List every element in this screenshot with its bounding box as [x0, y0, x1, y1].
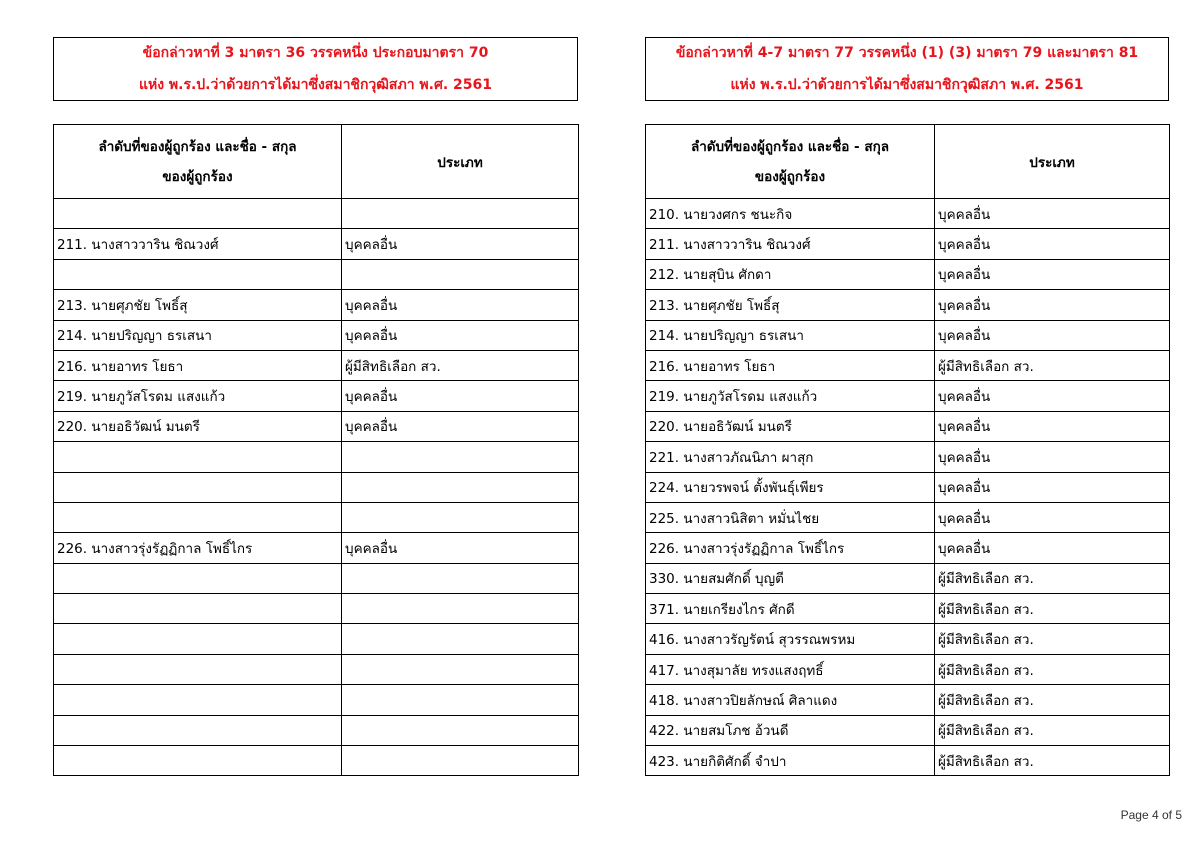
respondent-type-cell: บุคคลอื่น: [935, 259, 1170, 289]
respondent-type-cell: [342, 654, 579, 684]
table-row: [54, 594, 579, 624]
respondent-type-cell: [342, 685, 579, 715]
table-row: [646, 199, 1170, 229]
respondent-name-cell: [54, 259, 342, 289]
respondent-name-cell: 212. นายสุบิน ศักดา: [646, 259, 935, 289]
table-row: [54, 442, 579, 472]
respondent-name-cell: 416. นางสาวรัญรัตน์ สุวรรณพรหม: [646, 624, 935, 654]
respondent-name-cell: 220. นายอธิวัฒน์ มนตรี: [54, 411, 342, 441]
table-row: [54, 563, 579, 593]
respondent-type-cell: ผู้มีสิทธิเลือก สว.: [935, 654, 1170, 684]
right-header-line1: ข้อกล่าวหาที่ 4-7 มาตรา 77 วรรคหนึ่ง (1) (3) มาตรา 79 และมาตรา 81: [675, 45, 1139, 61]
respondent-type-cell: ผู้มีสิทธิเลือก สว.: [935, 563, 1170, 593]
respondent-type-cell: บุคคลอื่น: [935, 381, 1170, 411]
respondent-type-cell: บุคคลอื่น: [935, 442, 1170, 472]
respondent-name-cell: 371. นายเกรียงไกร ศักดี: [646, 594, 935, 624]
table-row: [646, 746, 1170, 776]
table-row: [646, 411, 1170, 441]
name-column-header: [646, 125, 935, 199]
respondent-name-cell: 211. นางสาววาริน ชิณวงศ์: [646, 229, 935, 259]
respondent-name-cell: 423. นายกิติศักดิ์ จำปา: [646, 746, 935, 776]
right-respondent-table: [645, 124, 1170, 776]
respondent-name-cell: 224. นายวรพจน์ ตั้งพันธุ์เพียร: [646, 472, 935, 502]
table-row: [54, 715, 579, 745]
respondent-name-cell: [54, 685, 342, 715]
left-header-line1: ข้อกล่าวหาที่ 3 มาตรา 36 วรรคหนึ่ง ประกอบมาตรา 70: [142, 45, 489, 61]
respondent-type-cell: บุคคลอื่น: [935, 502, 1170, 532]
name-header-line1: ลำดับที่ของผู้ถูกร้อง และชื่อ - สกุล: [98, 138, 297, 155]
respondent-name-cell: 226. นางสาวรุ่งรัฏฏิกาล โพธิ์ไกร: [646, 533, 935, 563]
table-row: [54, 350, 579, 380]
respondent-name-cell: 225. นางสาวนิสิตา หมั่นไชย: [646, 502, 935, 532]
left-header-line2: แห่ง พ.ร.ป.ว่าด้วยการได้มาซึ่งสมาชิกวุฒิสภา พ.ศ. 2561: [138, 77, 493, 93]
respondent-type-cell: บุคคลอื่น: [342, 411, 579, 441]
respondent-type-cell: ผู้มีสิทธิเลือก สว.: [935, 685, 1170, 715]
table-row: [54, 290, 579, 320]
respondent-type-cell: บุคคลอื่น: [342, 533, 579, 563]
right-header-line2: แห่ง พ.ร.ป.ว่าด้วยการได้มาซึ่งสมาชิกวุฒิสภา พ.ศ. 2561: [730, 77, 1084, 93]
respondent-name-cell: [54, 502, 342, 532]
respondent-type-cell: บุคคลอื่น: [935, 472, 1170, 502]
respondent-name-cell: 211. นางสาววาริน ชิณวงศ์: [54, 229, 342, 259]
respondent-name-cell: 213. นายศุภชัย โพธิ์สุ: [646, 290, 935, 320]
table-header-row: [54, 125, 579, 199]
respondent-name-cell: 210. นายวงศกร ชนะกิจ: [646, 199, 935, 229]
respondent-name-cell: 216. นายอาทร โยธา: [646, 350, 935, 380]
type-column-header: ประเภท: [342, 125, 579, 199]
respondent-type-cell: บุคคลอื่น: [935, 320, 1170, 350]
respondent-type-cell: ผู้มีสิทธิเลือก สว.: [935, 624, 1170, 654]
table-row: [54, 502, 579, 532]
type-column-header: ประเภท: [935, 125, 1170, 199]
respondent-type-cell: บุคคลอื่น: [935, 229, 1170, 259]
table-row: [646, 442, 1170, 472]
table-row: [646, 290, 1170, 320]
respondent-name-cell: [54, 624, 342, 654]
respondent-type-cell: บุคคลอื่น: [342, 381, 579, 411]
name-header-line1: ลำดับที่ของผู้ถูกร้อง และชื่อ - สกุล: [690, 138, 890, 155]
respondent-type-cell: บุคคลอื่น: [342, 290, 579, 320]
table-row: [646, 350, 1170, 380]
table-row: [646, 715, 1170, 745]
respondent-name-cell: 213. นายศุภชัย โพธิ์สุ: [54, 290, 342, 320]
table-row: [54, 472, 579, 502]
respondent-name-cell: 214. นายปริญญา ธรเสนา: [54, 320, 342, 350]
respondent-name-cell: 422. นายสมโภช อ้วนดี: [646, 715, 935, 745]
respondent-type-cell: [342, 715, 579, 745]
table-row: [54, 411, 579, 441]
table-row: [646, 624, 1170, 654]
respondent-type-cell: [342, 624, 579, 654]
respondent-type-cell: ผู้มีสิทธิเลือก สว.: [935, 594, 1170, 624]
respondent-name-cell: [54, 746, 342, 776]
respondent-type-cell: บุคคลอื่น: [935, 411, 1170, 441]
respondent-name-cell: 418. นางสาวปิยลักษณ์ ศิลาแดง: [646, 685, 935, 715]
name-header-line2: ของผู้ถูกร้อง: [162, 168, 233, 185]
table-row: [54, 624, 579, 654]
table-row: [646, 594, 1170, 624]
respondent-type-cell: [342, 199, 579, 229]
table-row: [54, 229, 579, 259]
respondent-type-cell: บุคคลอื่น: [935, 290, 1170, 320]
respondent-type-cell: บุคคลอื่น: [935, 199, 1170, 229]
respondent-name-cell: [54, 472, 342, 502]
respondent-name-cell: [54, 594, 342, 624]
page-number: Page 4 of 5: [1120, 808, 1182, 822]
respondent-type-cell: ผู้มีสิทธิเลือก สว.: [935, 746, 1170, 776]
table-row: [646, 381, 1170, 411]
respondent-name-cell: [54, 715, 342, 745]
table-row: [646, 563, 1170, 593]
respondent-type-cell: [342, 563, 579, 593]
respondent-name-cell: 221. นางสาวภัณนิภา ผาสุก: [646, 442, 935, 472]
respondent-name-cell: 219. นายภูวัสโรดม แสงแก้ว: [54, 381, 342, 411]
table-header-row: [646, 125, 1170, 199]
left-allegation-header: [53, 37, 578, 101]
name-header-line2: ของผู้ถูกร้อง: [754, 168, 826, 185]
respondent-name-cell: 226. นางสาวรุ่งรัฏฏิกาล โพธิ์ไกร: [54, 533, 342, 563]
table-row: [54, 746, 579, 776]
respondent-type-cell: [342, 259, 579, 289]
table-row: [646, 533, 1170, 563]
table-row: [54, 381, 579, 411]
table-row: [646, 259, 1170, 289]
table-row: [54, 259, 579, 289]
table-row: [54, 320, 579, 350]
respondent-type-cell: [342, 442, 579, 472]
table-row: [646, 320, 1170, 350]
right-allegation-header: [645, 37, 1169, 101]
respondent-name-cell: 214. นายปริญญา ธรเสนา: [646, 320, 935, 350]
respondent-type-cell: [342, 472, 579, 502]
respondent-name-cell: [54, 563, 342, 593]
respondent-name-cell: [54, 199, 342, 229]
respondent-name-cell: 330. นายสมศักดิ์ บุญตี: [646, 563, 935, 593]
table-row: [54, 199, 579, 229]
respondent-type-cell: ผู้มีสิทธิเลือก สว.: [342, 350, 579, 380]
name-column-header: [54, 125, 342, 199]
respondent-name-cell: 216. นายอาทร โยธา: [54, 350, 342, 380]
respondent-type-cell: ผู้มีสิทธิเลือก สว.: [935, 715, 1170, 745]
respondent-type-cell: บุคคลอื่น: [935, 533, 1170, 563]
table-row: [54, 654, 579, 684]
table-row: [646, 472, 1170, 502]
respondent-type-cell: ผู้มีสิทธิเลือก สว.: [935, 350, 1170, 380]
table-row: [646, 685, 1170, 715]
respondent-type-cell: บุคคลอื่น: [342, 320, 579, 350]
respondent-type-cell: [342, 746, 579, 776]
table-row: [54, 533, 579, 563]
respondent-type-cell: บุคคลอื่น: [342, 229, 579, 259]
respondent-name-cell: 417. นางสุมาลัย ทรงแสงฤทธิ์: [646, 654, 935, 684]
table-row: [646, 229, 1170, 259]
respondent-name-cell: [54, 654, 342, 684]
respondent-name-cell: 220. นายอธิวัฒน์ มนตรี: [646, 411, 935, 441]
respondent-name-cell: [54, 442, 342, 472]
respondent-type-cell: [342, 594, 579, 624]
table-row: [646, 502, 1170, 532]
respondent-type-cell: [342, 502, 579, 532]
table-row: [54, 685, 579, 715]
left-respondent-table: [53, 124, 579, 776]
table-row: [646, 654, 1170, 684]
respondent-name-cell: 219. นายภูวัสโรดม แสงแก้ว: [646, 381, 935, 411]
